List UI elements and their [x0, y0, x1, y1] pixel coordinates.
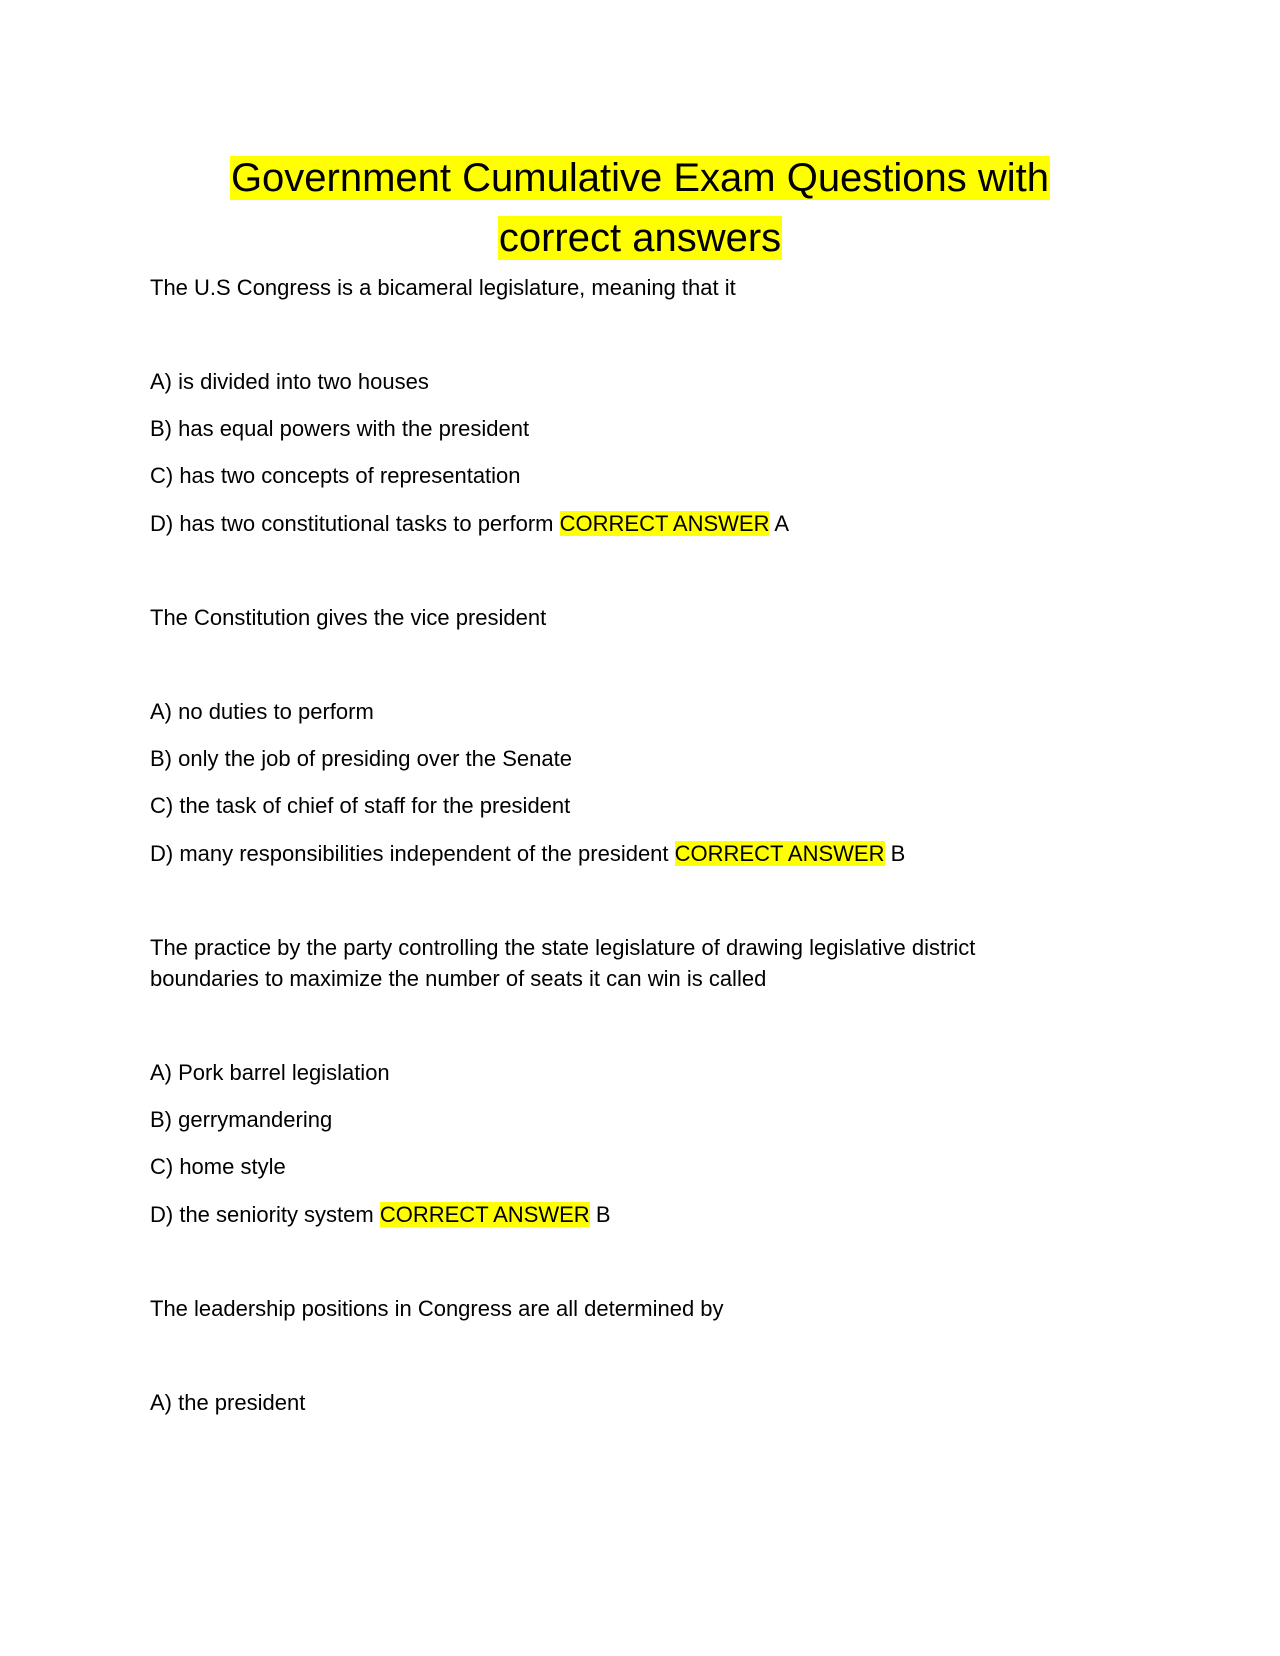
document-title: [150, 148, 1130, 268]
title-line-2: correct answers: [498, 216, 782, 260]
question-3-option-c: C) home style: [150, 1154, 286, 1179]
question-1-option-b: B) has equal powers with the president: [150, 416, 530, 441]
question-3-option-d: D) the seniority system: [150, 1202, 374, 1227]
question-3-option-d-line: [150, 1199, 1050, 1231]
question-3-prompt-line-2: boundaries to maximize the number of seats it can win is called: [150, 966, 767, 991]
question-2-option-c: C) the task of chief of staff for the president: [150, 793, 571, 818]
question-1-option-c: C) has two concepts of representation: [150, 463, 521, 488]
question-2-prompt: The Constitution gives the vice president: [150, 605, 547, 630]
correct-answer-value: B: [595, 1202, 611, 1227]
correct-answer-value: B: [890, 841, 906, 866]
correct-answer-label: CORRECT ANSWER: [559, 511, 770, 536]
question-2-option-b: B) only the job of presiding over the Senate: [150, 746, 572, 771]
title-line-1: Government Cumulative Exam Questions with: [230, 156, 1050, 200]
question-2-option-a: A) no duties to perform: [150, 699, 374, 724]
question-3-option-b: B) gerrymandering: [150, 1107, 333, 1132]
question-3-prompt-line-1: The practice by the party controlling the state legislature of drawing legislative district: [150, 935, 976, 960]
question-1-option-a: A) is divided into two houses: [150, 369, 429, 394]
question-4-prompt: The leadership positions in Congress are all determined by: [150, 1296, 724, 1321]
correct-answer-label: CORRECT ANSWER: [674, 841, 885, 866]
question-2-option-d-line: [150, 838, 1050, 870]
question-3-option-a: A) Pork barrel legislation: [150, 1060, 390, 1085]
question-1-option-d-line: [150, 508, 1050, 540]
correct-answer-value: A: [774, 511, 790, 536]
question-2-option-d: D) many responsibilities independent of the president: [150, 841, 669, 866]
question-1-option-d: D) has two constitutional tasks to perform: [150, 511, 554, 536]
question-4-option-a: A) the president: [150, 1390, 306, 1415]
question-1-prompt: The U.S Congress is a bicameral legislature, meaning that it: [150, 275, 736, 300]
correct-answer-label: CORRECT ANSWER: [379, 1202, 590, 1227]
